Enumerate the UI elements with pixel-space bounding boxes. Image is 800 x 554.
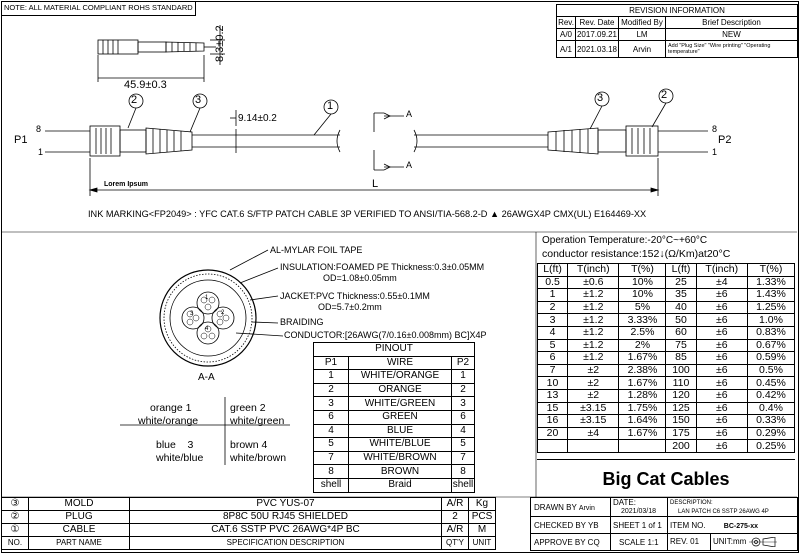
pin-cell: shell [452,479,474,491]
tolerance-cell: 1.64% [619,415,666,428]
tolerance-cell: 100 [666,364,696,377]
bom-cell: 2 [442,511,469,524]
tolerance-cell: 5 [538,339,568,352]
brand-name: Big Cat Cables [537,459,795,498]
tolerance-cell: 1.67% [619,377,666,390]
tolerance-row [538,352,795,365]
tol-header: L(ft) [538,264,568,277]
tolerance-cell: 60 [666,326,696,339]
rev-cell: 2017.09.21 [576,30,618,39]
plug-side-view [98,25,225,82]
wire-cell: WHITE/GREEN [349,397,452,411]
rohs-note-text: NOTE: ALL MATERIAL COMPLIANT ROHS STANDARD [4,3,193,12]
tolerance-row [538,364,795,377]
drawn-by-cell [531,498,611,517]
tolerance-cell: 1.67% [619,352,666,365]
tolerance-cell [619,440,666,453]
tolerance-cell: 1.0% [747,314,794,327]
pair-num: 3 [190,311,194,317]
pinout-header: P1 [314,356,349,370]
pin-cell: 3 [452,397,475,411]
tolerance-row [538,389,795,402]
pair-num: 1 [205,295,209,301]
tolerance-cell: 7 [538,364,568,377]
tolerance-row [538,301,795,314]
tolerance-row [538,377,795,390]
tolerance-cell: 1 [538,289,568,302]
tolerance-cell: 1.28% [619,389,666,402]
tolerance-cell: ±6 [696,314,747,327]
pair-num: 2 [221,310,225,316]
tolerance-row [538,289,795,302]
description-cell [668,498,798,517]
tolerance-row [538,415,795,428]
pin-cell: 3 [314,397,349,411]
bom-table [1,497,496,550]
bom-cell: CAT.6 SSTP PVC 26AWG*4P BC [130,524,442,537]
cable-od-label: 9.14±0.2 [238,113,277,124]
pin-cell: 4 [452,424,475,438]
bom-row [2,498,496,511]
tolerance-cell: 150 [666,415,696,428]
pinout-row [314,410,475,424]
bom-cell: UNIT [469,537,496,550]
tolerance-cell: 0.83% [747,326,794,339]
wire-cell: WHITE/BLUE [349,438,452,452]
p1-label: P1 [14,134,28,146]
tolerance-cell: 2.5% [619,326,666,339]
tolerance-cell: 0.59% [747,352,794,365]
pair-num: 4 [205,326,209,332]
tolerance-cell: 0.25% [747,440,794,453]
callout-3-left: 3 [195,94,202,106]
ink-marking: INK MARKING<FP2049> : YFC CAT.6 S/FTP PATCH CABLE 3P VERIFIED TO ANSI/TIA-568.2-D ▲ 26AWGX4P CMX(UL) E164469-XX [88,209,647,219]
scale-cell: SCALE 1:1 [611,534,668,551]
p2-label: P2 [718,134,732,146]
tol-header: T(%) [619,264,666,277]
tolerance-cell: 0.45% [747,377,794,390]
pinout-row [314,397,475,411]
rev-cell: A/1 [557,41,576,58]
checked-by-cell [531,517,611,534]
callout-1: 1 [327,100,334,112]
pinout-title: PINOUT [314,343,475,357]
left-plug [45,126,340,156]
p1-pin8: 8 [36,124,42,134]
tolerance-cell: ±2 [568,377,619,390]
approve-by-cell [531,534,611,551]
tolerance-cell: 120 [666,389,696,402]
tolerance-row [538,440,795,453]
description-value: LAN PATCH C6 SSTP 26AWG 4P [678,509,769,515]
bom-cell: PART NAME [29,537,130,550]
tolerance-cell: ±6 [696,389,747,402]
bom-cell: ③ [2,498,29,511]
tolerance-cell: ±4 [696,276,747,289]
pin-cell: shell [314,478,349,492]
bom-row [2,537,496,550]
pinout-row [314,370,475,384]
p1-pin1: 1 [38,147,44,157]
pinout-row [314,478,475,492]
pinout-row [314,451,475,465]
tolerance-cell: 5% [619,301,666,314]
tol-header: T(inch) [568,264,619,277]
tolerance-cell: 1.43% [747,289,794,302]
pinout-row [314,438,475,452]
date-cell [611,498,668,517]
pin-cell: 5 [452,438,475,452]
bom-cell: A/R [442,524,469,537]
tolerance-cell: ±6 [696,339,747,352]
tolerance-cell: 3 [538,314,568,327]
tolerance-cell: ±6 [696,415,747,428]
bom-cell: ① [2,524,29,537]
rev-cell: Arvin [619,41,666,58]
wire-cell: BLUE [349,424,452,438]
tolerance-cell: ±2 [568,364,619,377]
item-no-cell [668,517,798,534]
bom-row [2,511,496,524]
tolerance-cell: ±1.2 [568,339,619,352]
wire-cell: GREEN [349,410,452,424]
wire-cell: Braid [349,478,452,492]
tol-header: T(%) [747,264,794,277]
tolerance-cell: ±6 [696,289,747,302]
tolerance-cell: ±6 [696,402,747,415]
lorem-label: Lorem Ipsum [104,181,148,188]
tolerance-cell: ±3.15 [568,415,619,428]
pair-legend-text: white/brown [230,452,287,464]
tolerance-cell: 75 [666,339,696,352]
pinout-row [314,383,475,397]
tolerance-cell: 1.67% [619,427,666,440]
rev-header: Brief Description [666,17,798,29]
callout-2-left: 2 [131,94,138,106]
approve-by-label: APPROVE BY [534,537,586,547]
tolerance-cell: 1.33% [747,276,794,289]
pair-legend-text: orange 1 [150,402,192,414]
pin-cell: 4 [314,424,349,438]
description-label: DESCRIPTION: [670,500,713,506]
tolerance-cell: ±1.2 [568,301,619,314]
tolerance-row [538,314,795,327]
pinout-row [314,465,475,479]
bom-cell: QT'Y [442,537,469,550]
callout-3-right: 3 [597,92,604,104]
tolerance-cell: ±3.15 [568,402,619,415]
tolerance-cell: 25 [666,276,696,289]
tolerance-cell: 40 [666,301,696,314]
tolerance-cell: 6 [538,352,568,365]
tolerance-cell: ±6 [696,352,747,365]
projection-symbol-icon [749,537,777,547]
tolerance-cell: ±6 [696,377,747,390]
rev-header: Rev. Date [576,17,619,29]
insulation-od-label: OD=1.08±0.05mm [323,273,397,283]
checked-by-label: CHECKED BY [534,520,586,530]
tolerance-cell: 10% [619,289,666,302]
pin-cell: 2 [452,383,475,397]
bom-cell: Kg [469,498,496,511]
bom-cell: ② [2,511,29,524]
checked-by-value: YB [587,520,599,530]
tolerance-cell: ±6 [696,364,747,377]
tolerance-row [538,326,795,339]
tolerance-cell: 10 [538,377,568,390]
tolerance-cell: ±6 [696,427,747,440]
tolerance-cell: 175 [666,427,696,440]
rev-header: Rev. [558,18,574,27]
pair-legend-text: green 2 [230,402,266,414]
bom-cell: CABLE [29,524,130,537]
rev-header: Modified By [619,17,666,29]
conductor-resistance: conductor resistance:152↓(Ω/Km)at20°C [542,248,731,260]
pair-legend-text: blue 3 [156,439,194,451]
pair-legend-text: white/green [230,415,285,427]
tolerance-row [538,402,795,415]
length-tolerance-table [537,263,795,453]
tolerance-cell: ±0.6 [568,276,619,289]
tolerance-cell: 0.42% [747,389,794,402]
tolerance-cell: ±6 [696,440,747,453]
tolerance-cell: 35 [666,289,696,302]
pin-cell: 7 [452,451,475,465]
tolerance-cell: 3.33% [619,314,666,327]
pinout-table [313,342,475,493]
tolerance-cell [538,440,568,453]
tolerance-cell: 13 [538,389,568,402]
tolerance-cell: 0.4% [747,402,794,415]
tolerance-cell: 110 [666,377,696,390]
bom-cell: PLUG [29,511,130,524]
pair-legend-text: white/blue [156,452,204,464]
right-plug [548,126,708,156]
tolerance-cell [568,440,619,453]
rev-cell: 2021.03.18 [576,41,619,58]
tolerance-cell: ±1.2 [568,314,619,327]
jacket-od-label: OD=5.7±0.2mm [318,302,382,312]
tolerance-row [538,276,795,289]
section-a-bottom: A [406,160,413,170]
wire-cell: ORANGE [349,383,452,397]
bom-row [2,524,496,537]
tolerance-cell: 200 [666,440,696,453]
pinout-header: P2 [452,356,475,370]
pinout-row [314,424,475,438]
bom-cell: PCS [469,511,496,524]
pair-legend-text: brown 4 [230,439,268,451]
tolerance-row [538,339,795,352]
tolerance-cell: 0.29% [747,427,794,440]
length-label: L [372,178,379,190]
tolerance-cell: 16 [538,415,568,428]
bom-cell: NO. [2,537,29,550]
approve-by-value: CQ [587,537,600,547]
tolerance-cell: ±1.2 [568,326,619,339]
cross-section [160,250,283,366]
sheet-cell: SHEET 1 of 1 [611,517,668,534]
tolerance-cell: 20 [538,427,568,440]
bom-cell: SPECIFICATION DESCRIPTION [130,537,442,550]
tolerance-cell: 0.67% [747,339,794,352]
tolerance-cell: 0.5% [747,364,794,377]
rev-cell: NEW [666,29,798,41]
pin-cell: 6 [452,410,475,424]
section-cut [374,113,548,170]
wire-cell: BROWN [349,465,452,479]
item-no-value: BC-275-xx [723,522,759,530]
pin-cell: 5 [314,438,349,452]
date-value: 2021/03/18 [621,507,657,515]
revision-title: REVISION INFORMATION [557,5,798,17]
tol-header: T(inch) [696,264,747,277]
insulation-label: INSULATION:FOAMED PE Thickness:0.3±0.05MM [280,262,485,272]
tolerance-cell: ±1.2 [568,289,619,302]
bom-cell: M [469,524,496,537]
bom-cell: A/R [442,498,469,511]
plug-height-label: 8.3±0.2 [214,25,226,62]
date-label: DATE: [613,497,636,507]
tol-header: L(ft) [666,264,696,277]
plug-length-label: 45.9±0.3 [124,79,167,91]
rev-value: REV. 01 [668,534,711,550]
pin-cell: 2 [314,383,349,397]
conductor-label: CONDUCTOR:[26AWG(7/0.16±0.008mm) BC]X4P [284,330,487,340]
tolerance-cell: 15 [538,402,568,415]
pair-legend-text: white/orange [138,415,199,427]
braiding-label: BRAIDING [280,317,324,327]
unit-value: UNIT:mm [713,537,747,546]
tolerance-row [538,427,795,440]
foil-label: AL-MYLAR FOIL TAPE [270,245,363,255]
bom-cell: PVC YUS-07 [130,498,442,511]
title-block [530,497,798,551]
pinout-header: WIRE [349,356,452,370]
wire-cell: WHITE/ORANGE [349,370,452,384]
p2-pin1: 1 [712,147,718,157]
tolerance-cell: 2.38% [619,364,666,377]
pin-cell: 1 [314,370,349,384]
tolerance-cell: 2% [619,339,666,352]
tolerance-cell: 1.75% [619,402,666,415]
tolerance-cell: 0.33% [747,415,794,428]
pin-cell: 8 [452,465,475,479]
bom-cell: MOLD [29,498,130,511]
operating-temperature: Operation Temperature:-20°C~+60°C [542,235,708,246]
tolerance-cell: 85 [666,352,696,365]
drawn-by-label: DRAWN BY [534,502,577,512]
tolerance-cell: 2 [538,301,568,314]
bom-cell: 8P8C 50U RJ45 SHIELDED [130,511,442,524]
pin-cell: 6 [314,410,349,424]
wire-cell: WHITE/BROWN [349,451,452,465]
pin-cell: 1 [452,370,475,384]
rev-cell: A/0 [557,29,576,41]
tolerance-cell: 0.5 [538,276,568,289]
tolerance-cell: 50 [666,314,696,327]
rev-cell: Add "Plug Size" "Wire printing" "Operating temperature" [666,41,798,58]
pin-cell: 7 [314,451,349,465]
item-no-label: ITEM NO. [670,520,706,530]
tolerance-cell: 1.25% [747,301,794,314]
callout-2-right: 2 [661,89,668,101]
tolerance-cell: ±1.2 [568,352,619,365]
tolerance-cell: 4 [538,326,568,339]
rev-unit-cell [668,534,798,551]
tolerance-cell: ±4 [568,427,619,440]
tolerance-cell: 10% [619,276,666,289]
jacket-label: JACKET:PVC Thickness:0.55±0.1MM [280,291,430,301]
section-a-top: A [406,109,413,119]
pin-cell: 8 [314,465,349,479]
tolerance-cell: ±6 [696,326,747,339]
p2-pin8: 8 [712,124,718,134]
tolerance-cell: 125 [666,402,696,415]
tolerance-cell: ±2 [568,389,619,402]
section-aa-label: A-A [198,372,215,383]
callouts [128,89,673,135]
drawn-by-value: Arvin [578,504,595,512]
tolerance-cell: ±6 [696,301,747,314]
rev-cell: LM [619,29,666,41]
